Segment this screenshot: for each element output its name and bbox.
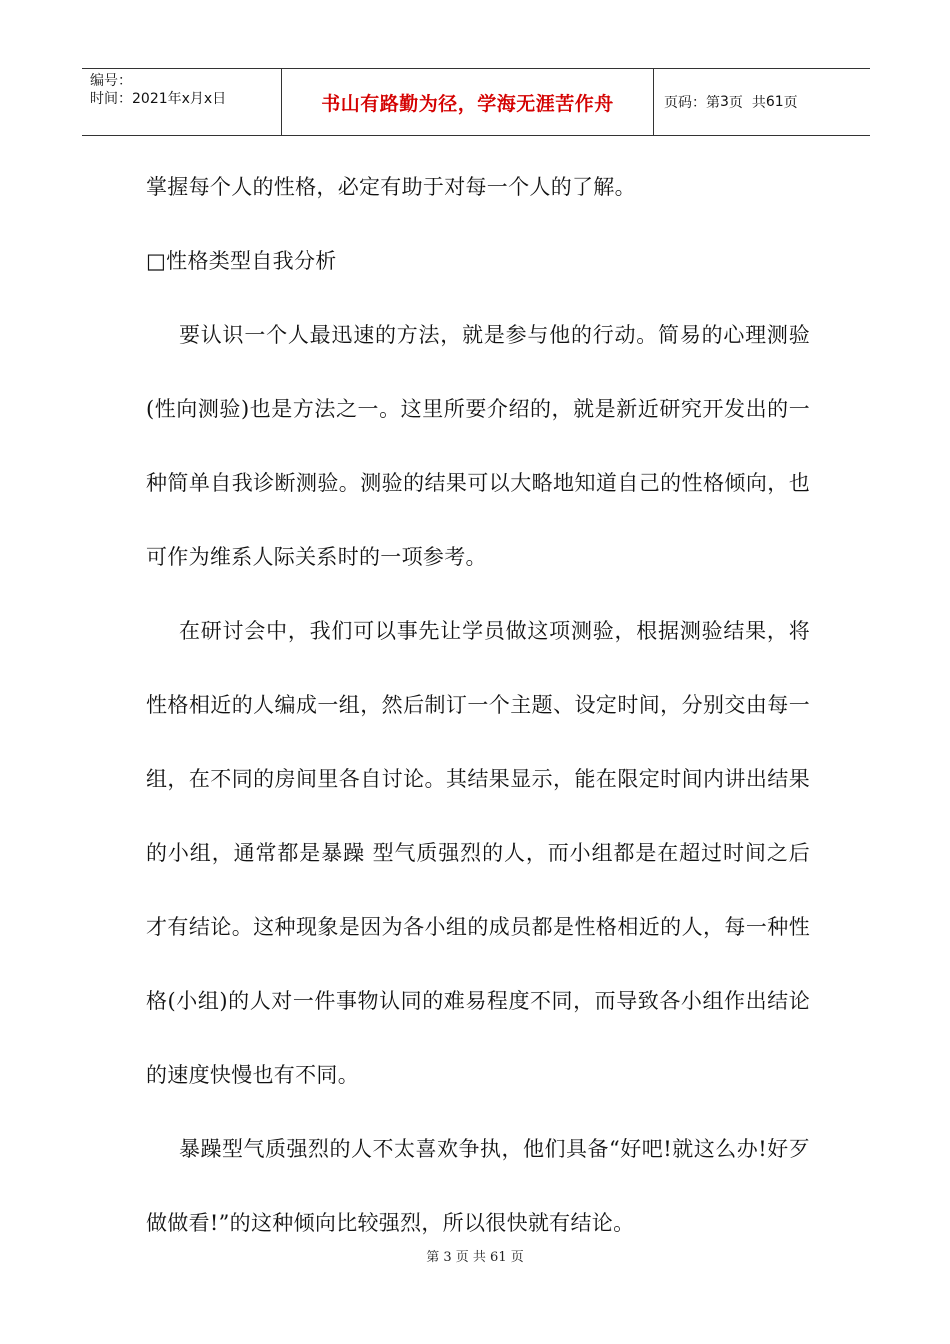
header-page-info [654, 69, 870, 135]
header-meta [82, 69, 282, 135]
page-prefix: 页码：第 [664, 95, 720, 111]
header-motto: 书山有路勤为径，学海无涯苦作舟 [282, 69, 654, 135]
document-date: 时间：2021年x月x日 [90, 91, 227, 107]
page-header [82, 68, 870, 136]
document-number-label: 编号： [90, 73, 132, 89]
section-heading: □性格类型自我分析 [146, 249, 337, 273]
paragraph: 暴躁型气质强烈的人不太喜欢争执，他们具备“好吧!就这么办!好歹做做看!”的这种倾向比较强烈，所以很快就有结论。 [146, 1137, 810, 1235]
page-mid: 页 共 [728, 95, 766, 111]
footer-page-number: 第 3 页 共 61 页 [426, 1250, 524, 1265]
paragraph: 要认识一个人最迅速的方法，就是参与他的行动。简易的心理测验(性向测验)也是方法之一。这里所要介绍的，就是新近研究开发出的一种简单自我诊断测验。测验的结果可以大略地知道自己的性格倾向，也可作为维系人际关系时的一项参考。 [146, 323, 810, 569]
page-suffix: 页 [783, 95, 798, 111]
paragraph: 掌握每个人的性格，必定有助于对每一个人的了解。 [146, 175, 636, 199]
page-total: 61 [765, 94, 784, 110]
paragraph: 在研讨会中，我们可以事先让学员做这项测验，根据测验结果，将性格相近的人编成一组，然后制订一个主题、设定时间，分别交由每一组，在不同的房间里各自讨论。其结果显示，能在限定时间内讲出结果的小组，通常都是暴躁 型气质强烈的人，而小组都是在超过时间之后才有结论。这种现象是因为各小组的成员都是性格相近的人，每一种性格(小组)的人对一件事物认同的难易程度不同，而导致各小组作出结论的速度快慢也有不同。 [146, 619, 810, 1087]
page-footer [0, 1246, 950, 1265]
page-current: 3 [720, 94, 729, 110]
document-body [146, 150, 810, 1260]
